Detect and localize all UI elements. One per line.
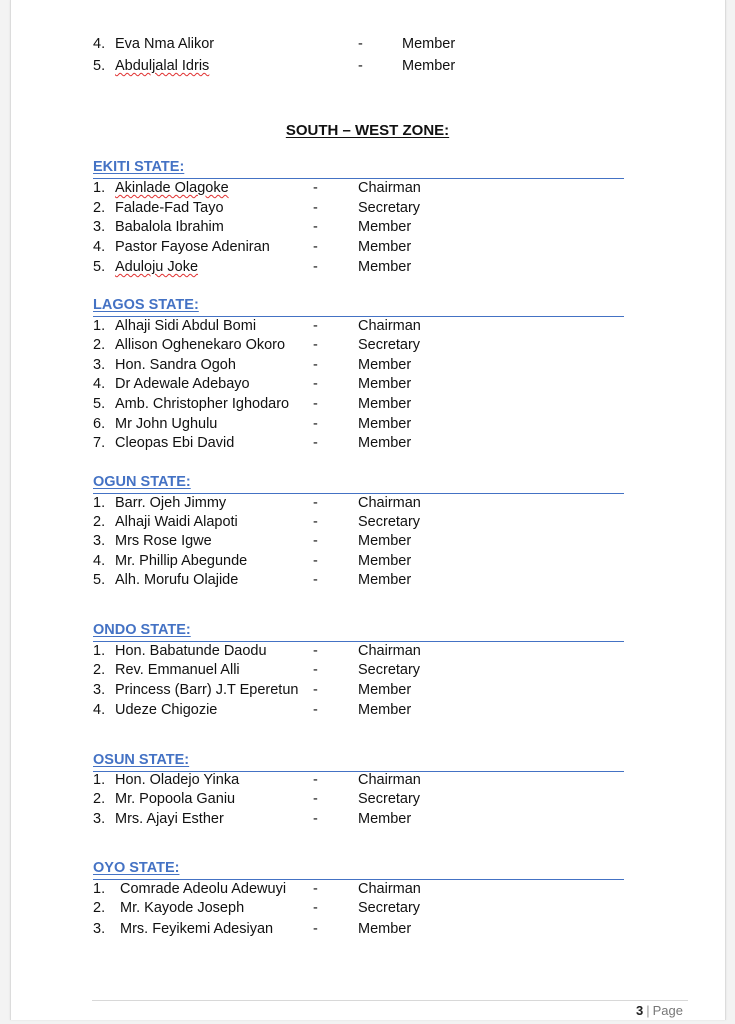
member-name: Babalola Ibrahim [115,219,224,235]
item-number: 4. [93,553,106,569]
separator-dash: - [313,239,318,255]
member-name: Rev. Emmanuel Alli [115,662,240,678]
item-number: 3. [93,682,106,698]
member-name: Mr. Kayode Joseph [120,900,245,916]
separator-dash: - [313,318,318,334]
item-number: 1. [93,495,106,511]
separator-dash: - [313,811,318,827]
member-role: Member [358,921,412,937]
member-name: Aduloju Joke [115,259,199,275]
member-name: Amb. Christopher Ighodaro [115,396,290,412]
member-name: Mr. Phillip Abegunde [115,553,248,569]
page-number: 3 [636,1003,644,1018]
separator-dash: - [313,572,318,588]
item-number: 3. [93,219,106,235]
member-role: Member [358,357,412,373]
member-name: Alhaji Sidi Abdul Bomi [115,318,257,334]
member-role: Secretary [358,337,421,353]
item-number: 1. [93,180,106,196]
item-number: 2. [93,791,106,807]
member-name: Abduljalal Idris [115,58,210,74]
member-name: Falade-Fad Tayo [115,200,224,216]
item-number: 3. [93,811,106,827]
member-name: Pastor Fayose Adeniran [115,239,270,255]
member-role: Member [358,702,412,718]
member-role: Secretary [358,900,421,916]
item-number: 4. [93,239,106,255]
item-number: 3. [93,533,106,549]
separator-dash: - [313,337,318,353]
separator-dash: - [313,881,318,897]
member-role: Secretary [358,791,421,807]
separator-dash: - [313,772,318,788]
member-name: Mrs. Ajayi Esther [115,811,224,827]
item-number: 7. [93,435,106,451]
member-name: Eva Nma Alikor [115,36,215,52]
member-role: Member [358,682,412,698]
member-role: Member [358,533,412,549]
state-heading-ekiti: EKITI STATE: [93,156,624,179]
member-role: Member [358,239,412,255]
member-role: Member [402,58,456,74]
member-role: Member [358,219,412,235]
member-name: Mr. Popoola Ganiu [115,791,236,807]
footer-separator: | [646,1003,650,1018]
member-name: Princess (Barr) J.T Eperetun [115,682,299,698]
member-name: Hon. Oladejo Yinka [115,772,240,788]
state-heading-oyo: OYO STATE: [93,857,624,880]
member-role: Chairman [358,495,421,511]
member-role: Member [358,811,412,827]
separator-dash: - [313,495,318,511]
state-heading-lagos: LAGOS STATE: [93,294,624,317]
member-role: Member [358,572,412,588]
separator-dash: - [313,662,318,678]
item-number: 3. [93,921,106,937]
member-role: Chairman [358,318,421,334]
separator-dash: - [313,682,318,698]
separator-dash: - [313,921,318,937]
item-number: 5. [93,259,106,275]
member-name: Mr John Ughulu [115,416,218,432]
item-number: 1. [93,318,106,334]
item-number: 6. [93,416,106,432]
member-name: Udeze Chigozie [115,702,218,718]
item-number: 5. [93,396,106,412]
item-number: 4. [93,376,106,392]
separator-dash: - [358,58,363,74]
member-name: Alh. Morufu Olajide [115,572,239,588]
separator-dash: - [313,553,318,569]
member-name: Barr. Ojeh Jimmy [115,495,227,511]
page-label: Page [652,1003,683,1018]
member-name: Hon. Babatunde Daodu [115,643,267,659]
separator-dash: - [313,900,318,916]
state-heading-ondo: ONDO STATE: [93,619,624,642]
item-number: 2. [93,662,106,678]
member-role: Member [358,553,412,569]
member-role: Member [358,259,412,275]
zone-title: SOUTH – WEST ZONE: [285,122,450,139]
page-footer [636,1003,683,1018]
member-name: Comrade Adeolu Adewuyi [120,881,287,897]
separator-dash: - [313,219,318,235]
member-role: Chairman [358,772,421,788]
separator-dash: - [313,396,318,412]
separator-dash: - [313,533,318,549]
member-name: Alhaji Waidi Alapoti [115,514,238,530]
item-number: 2. [93,900,106,916]
item-number: 1. [93,881,106,897]
state-heading-osun: OSUN STATE: [93,749,624,772]
item-number: 4. [93,36,106,52]
separator-dash: - [313,180,318,196]
member-role: Secretary [358,200,421,216]
separator-dash: - [313,514,318,530]
separator-dash: - [313,416,318,432]
separator-dash: - [313,643,318,659]
member-name: Akinlade Olagoke [115,180,229,196]
item-number: 2. [93,337,106,353]
separator-dash: - [313,791,318,807]
member-role: Chairman [358,643,421,659]
member-name: Mrs. Feyikemi Adesiyan [120,921,274,937]
separator-dash: - [313,702,318,718]
member-name: Allison Oghenekaro Okoro [115,337,286,353]
separator-dash: - [313,259,318,275]
item-number: 3. [93,357,106,373]
member-role: Member [358,416,412,432]
member-name: Dr Adewale Adebayo [115,376,250,392]
member-role: Member [358,376,412,392]
member-role: Chairman [358,881,421,897]
state-heading-ogun: OGUN STATE: [93,471,624,494]
member-name: Hon. Sandra Ogoh [115,357,236,373]
member-role: Secretary [358,514,421,530]
member-role: Chairman [358,180,421,196]
item-number: 5. [93,58,106,74]
member-name: Cleopas Ebi David [115,435,235,451]
separator-dash: - [313,376,318,392]
item-number: 1. [93,772,106,788]
footer-divider [92,1000,688,1001]
member-name: Mrs Rose Igwe [115,533,212,549]
item-number: 2. [93,514,106,530]
member-role: Member [358,396,412,412]
item-number: 5. [93,572,106,588]
member-role: Secretary [358,662,421,678]
item-number: 2. [93,200,106,216]
separator-dash: - [358,36,363,52]
member-role: Member [358,435,412,451]
item-number: 1. [93,643,106,659]
separator-dash: - [313,435,318,451]
separator-dash: - [313,357,318,373]
item-number: 4. [93,702,106,718]
member-role: Member [402,36,456,52]
separator-dash: - [313,200,318,216]
